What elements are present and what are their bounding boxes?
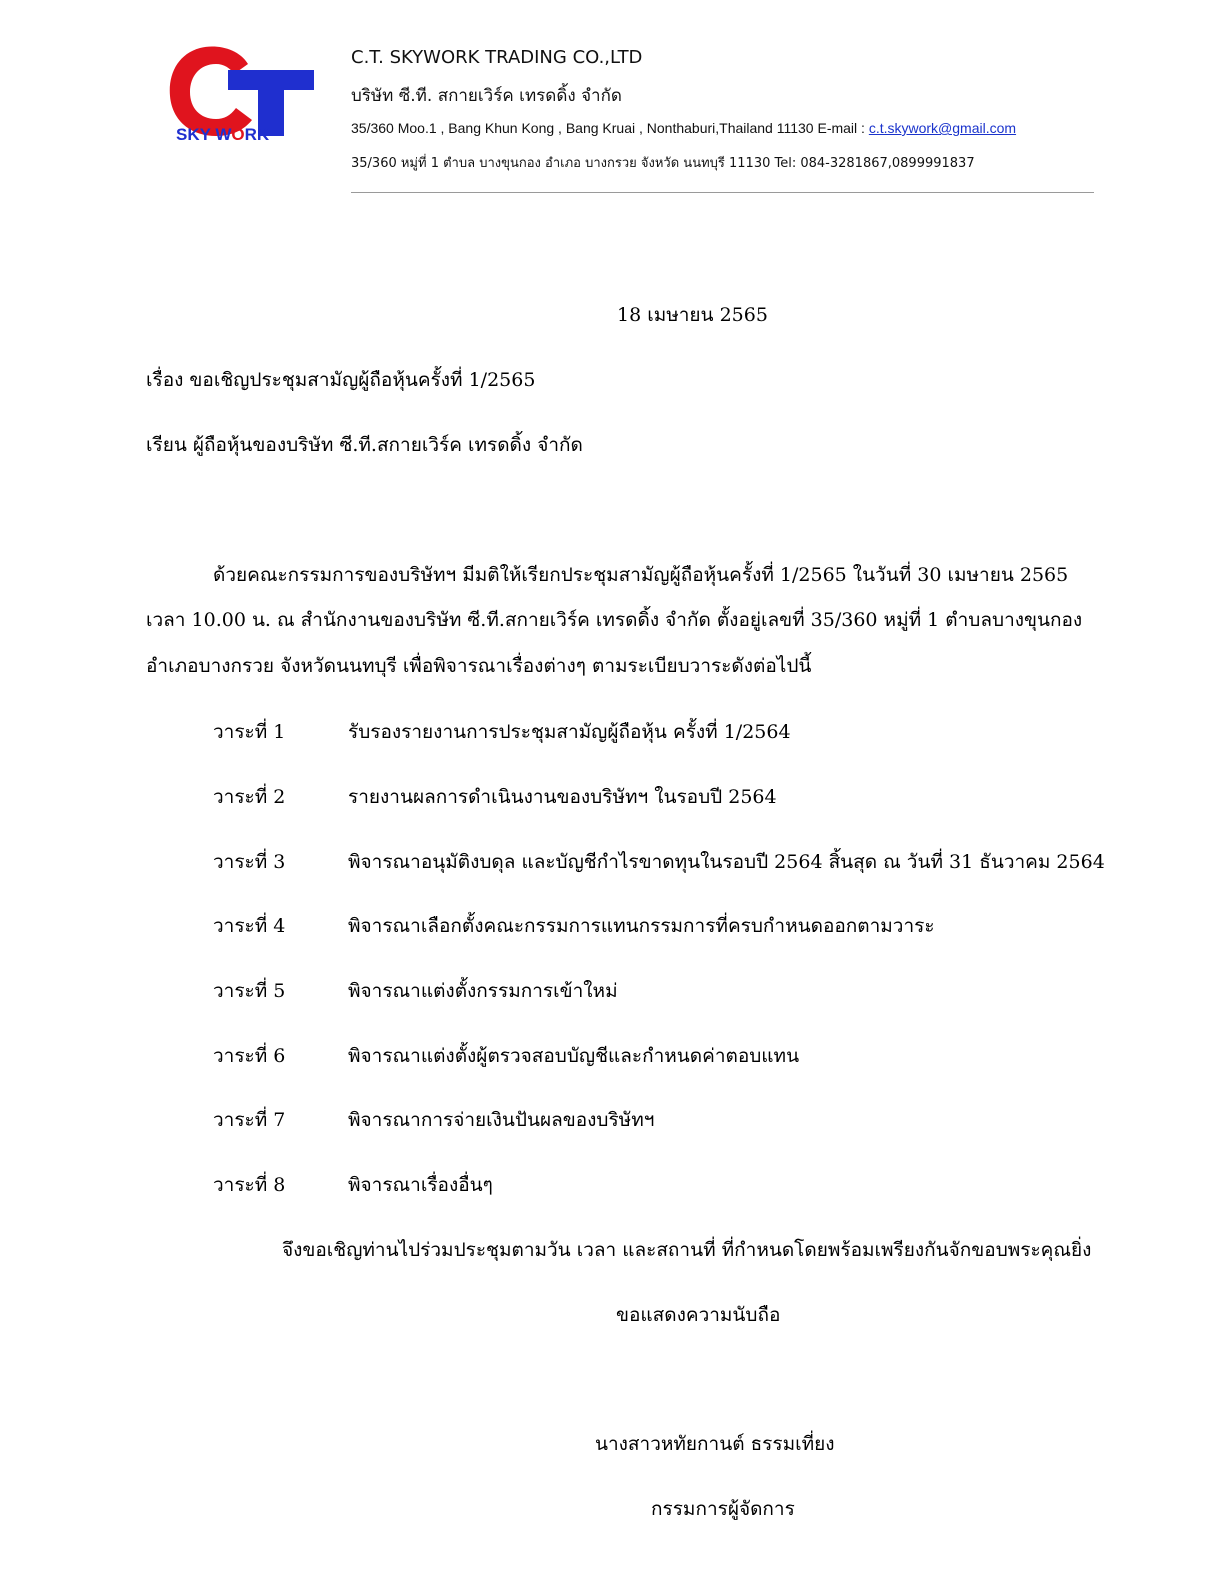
letter-recipient: เรียน ผู้ถือหุ้นของบริษัท ซี.ที.สกายเวิร์ค เทรดดิ้ง จำกัด [146,434,583,456]
signer-position: กรรมการผู้จัดการ [651,1498,795,1520]
agenda-text-1: รับรองรายงานการประชุมสามัญผู้ถือหุ้น ครั้งที่ 1/2564 [348,721,791,743]
agenda-label-5: วาระที่ 5 [213,980,286,1002]
letter-subject: เรื่อง ขอเชิญประชุมสามัญผู้ถือหุ้นครั้งที่ 1/2565 [146,369,536,391]
body-line-3: อำเภอบางกรวย จังหวัดนนทบุรี เพื่อพิจารณาเรื่องต่างๆ ตามระเบียบวาระดังต่อไปนี้ [146,655,812,677]
email-link[interactable]: c.t.skywork@gmail.com [868,120,1017,136]
logo-tagline: SKY WORK [176,125,270,144]
agenda-text-4: พิจารณาเลือกตั้งคณะกรรมการแทนกรรมการที่ครบกำหนดออกตามวาระ [348,915,935,937]
agenda-text-5: พิจารณาแต่งตั้งกรรมการเข้าใหม่ [348,980,618,1002]
agenda-text-3: พิจารณาอนุมัติงบดุล และบัญชีกำไรขาดทุนในรอบปี 2564 สิ้นสุด ณ วันที่ 31 ธันวาคม 2564 [348,851,1105,873]
company-name-th: บริษัท ซี.ที. สกายเวิร์ค เทรดดิ้ง จำกัด [351,86,622,106]
logo-letter-c [170,47,252,136]
agenda-label-8: วาระที่ 8 [213,1174,286,1196]
agenda-label-2: วาระที่ 2 [213,786,286,808]
agenda-text-2: รายงานผลการดำเนินงานของบริษัทฯ ในรอบปี 2564 [348,786,777,808]
agenda-label-3: วาระที่ 3 [213,851,286,873]
company-logo [166,42,316,152]
agenda-text-8: พิจารณาเรื่องอื่นๆ [348,1174,493,1196]
body-line-2: เวลา 10.00 น. ณ สำนักงานของบริษัท ซี.ที.สกายเวิร์ค เทรดดิ้ง จำกัด ตั้งอยู่เลขที่ 35/360 หมู่ที่ 1 ตำบลบางขุนกอง [146,609,1083,631]
agenda-label-6: วาระที่ 6 [213,1045,286,1067]
closing-text: จึงขอเชิญท่านไปร่วมประชุมตามวัน เวลา และสถานที่ ที่กำหนดโดยพร้อมเพรียงกันจักขอบพระคุณยิ่ง [282,1239,1092,1261]
letter-date: 18 เมษายน 2565 [617,304,768,326]
agenda-text-7: พิจารณาการจ่ายเงินปันผลของบริษัทฯ [348,1109,655,1131]
agenda-text-6: พิจารณาแต่งตั้งผู้ตรวจสอบบัญชีและกำหนดค่าตอบแทน [348,1045,800,1067]
company-name-en: C.T. SKYWORK TRADING CO.,LTD [351,47,643,68]
body-line-1: ด้วยคณะกรรมการของบริษัทฯ มีมติให้เรียกประชุมสามัญผู้ถือหุ้นครั้งที่ 1/2565 ในวันที่ 30 เมษายน 2565 [213,564,1069,586]
signer-name: นางสาวหทัยกานต์ ธรรมเที่ยง [595,1433,835,1455]
agenda-label-4: วาระที่ 4 [213,915,286,937]
logo-graphic [166,42,316,152]
agenda-label-1: วาระที่ 1 [213,721,286,743]
regards-text: ขอแสดงความนับถือ [616,1304,781,1326]
agenda-label-7: วาระที่ 7 [213,1109,286,1131]
address-en-text: 35/360 Moo.1 , Bang Khun Kong , Bang Kruai , Nonthaburi,Thailand 11130 E-mail : [351,120,869,136]
company-address-th: 35/360 หมู่ที่ 1 ตำบล บางขุนกอง อำเภอ บางกรวย จังหวัด นนทบุรี 11130 Tel: 084-3281867,0899991837 [351,156,975,171]
letterhead-divider [351,192,1094,193]
company-address-en [351,120,1016,136]
